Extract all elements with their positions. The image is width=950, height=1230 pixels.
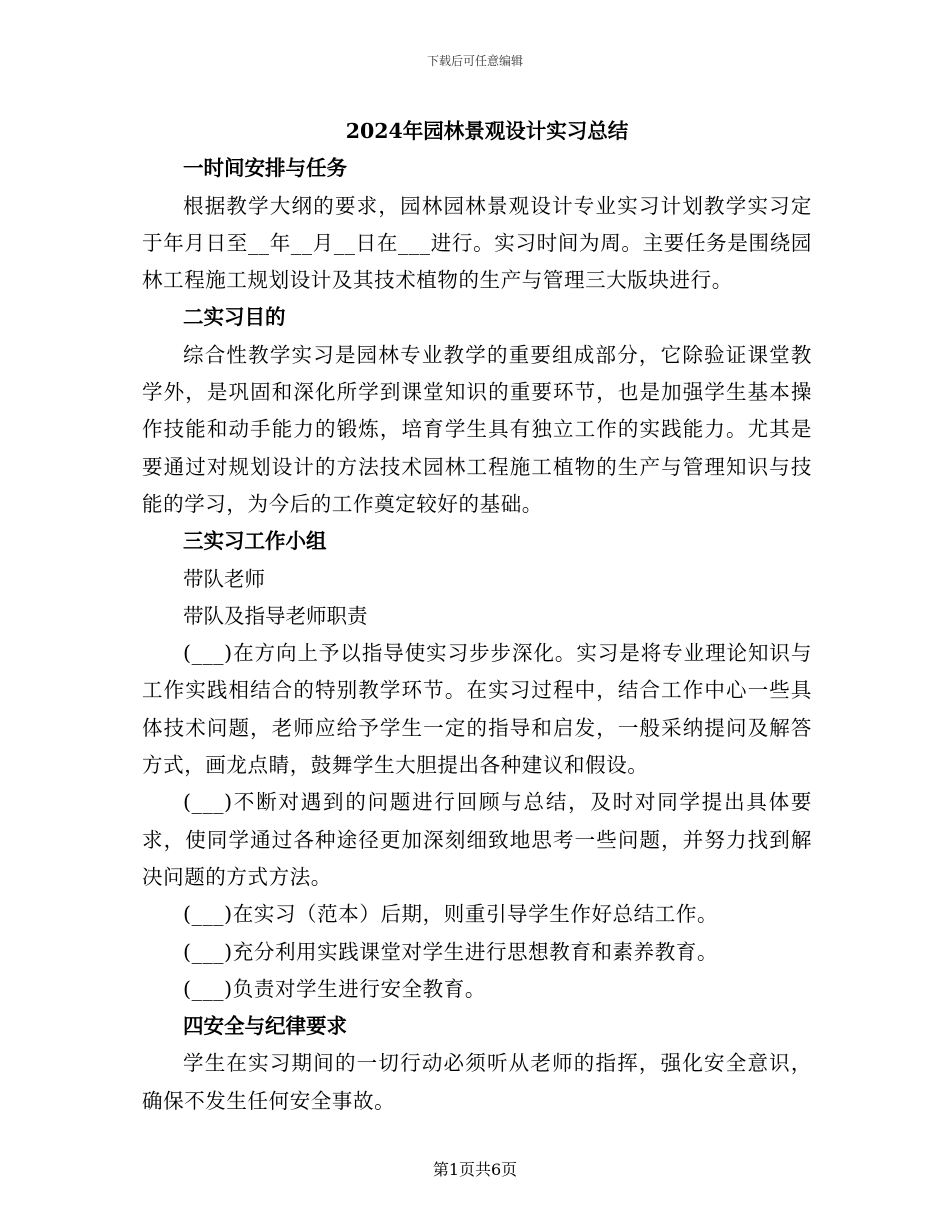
list-item: (___)充分利用实践课堂对学生进行思想教育和素养教育。 (183, 939, 719, 964)
section-heading: 三实习工作小组 (183, 529, 327, 554)
paragraph: 根据教学大纲的要求，园林园林景观设计专业实习计划教学实习定于年月日至__年__月__日在___进行。实习时间为周。主要任务是围绕园林工程施工规划设计及其技术植物的生产与管理三大版块进行。 (142, 193, 812, 293)
list-item: (___)在方向上予以指导使实习步步深化。实习是将专业理论知识与工作实践相结合的特别教学环节。在实习过程中，结合工作中心一些具体技术问题，老师应给予学生一定的指导和启发，一般采纳提问及解答方式，画龙点睛，鼓舞学生大胆提出各种建议和假设。 (142, 641, 812, 778)
section-heading: 二实习目的 (183, 305, 286, 330)
list-item: (___)在实习（范本）后期，则重引导学生作好总结工作。 (183, 902, 719, 927)
page-footer-number: 第1页共6页 (432, 1160, 518, 1179)
list-item: (___)负责对学生进行安全教育。 (183, 976, 486, 1001)
document-body (142, 113, 812, 1120)
page-header-note: 下载后可任意编辑 (426, 54, 523, 68)
text-line: 带队及指导老师职责 (183, 603, 368, 628)
section-heading: 一时间安排与任务 (183, 156, 347, 181)
paragraph: 综合性教学实习是园林专业教学的重要组成部分，它除验证课堂教学外，是巩固和深化所学到课堂知识的重要环节，也是加强学生基本操作技能和动手能力的锻炼，培育学生具有独立工作的实践能力。尤其是要通过对规划设计的方法技术园林工程施工植物的生产与管理知识与技能的学习，为今后的工作奠定较好的基础。 (142, 342, 812, 516)
document-title: 2024年园林景观设计实习总结 (345, 119, 629, 143)
list-item: (___)不断对遇到的问题进行回顾与总结，及时对同学提出具体要求，使同学通过各种途径更加深刻细致地思考一些问题，并努力找到解决问题的方式方法。 (142, 790, 812, 889)
text-line: 带队老师 (183, 566, 265, 591)
section-heading: 四安全与纪律要求 (183, 1014, 347, 1039)
paragraph: 学生在实习期间的一切行动必须听从老师的指挥，强化安全意识，确保不发生任何安全事故。 (142, 1051, 812, 1113)
